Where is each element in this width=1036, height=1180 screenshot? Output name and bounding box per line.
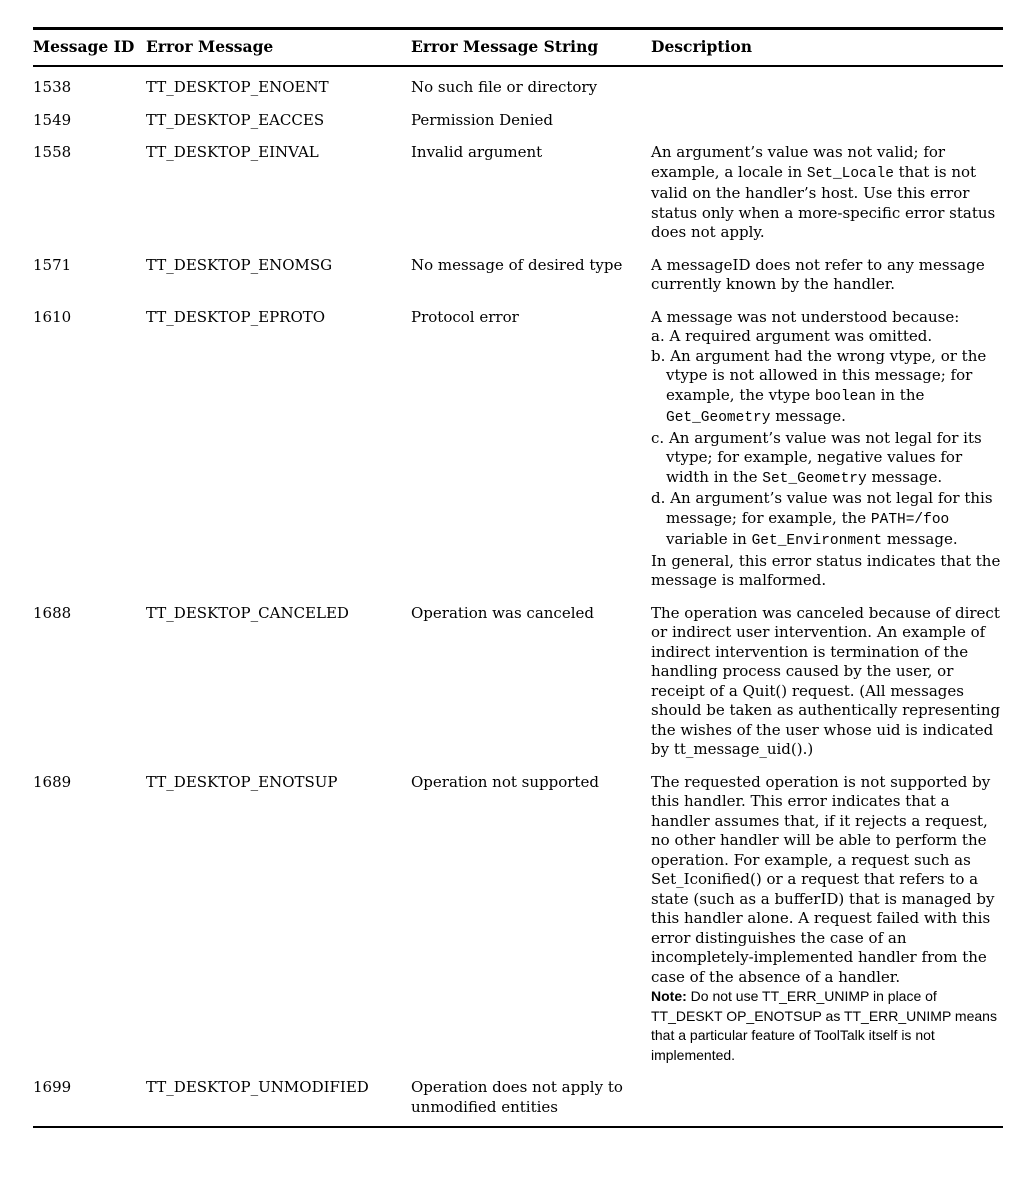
table-header-row — [33, 27, 1003, 67]
cell-error-message-string: Operation does not apply to unmodified entities — [411, 1078, 623, 1116]
cell-description — [651, 111, 1003, 131]
column-header-description: Description — [651, 37, 753, 56]
table-row — [33, 143, 1003, 243]
text-segment: An argument’s value was not valid; for example, a locale in — [651, 143, 946, 181]
cell-message-id: 1689 — [33, 772, 72, 791]
table-row — [33, 604, 1003, 760]
table-row — [33, 111, 1003, 131]
cell-message-id: 1558 — [33, 143, 72, 161]
cell-message-id: 1610 — [33, 307, 72, 326]
cell-description — [651, 256, 1003, 295]
cell-error-message: TT_DESKTOP_EINVAL — [146, 143, 319, 161]
text-segment: in the — [875, 385, 925, 404]
text-segment: Get_Environment — [751, 533, 883, 549]
text-segment: Set_Locale — [806, 165, 894, 182]
column-header-error-message-string: Error Message String — [411, 37, 599, 56]
description-paragraph — [651, 987, 1003, 1065]
description-paragraph — [651, 308, 1003, 328]
list-marker: d. — [651, 489, 671, 507]
list-marker: b. — [651, 346, 671, 365]
cell-message-id: 1571 — [33, 255, 72, 274]
cell-error-message: TT_DESKTOP_EACCES — [146, 110, 325, 129]
text-segment: A messageID does not refer to any message currently known by the handler. — [651, 255, 985, 293]
text-segment: variable in — [666, 530, 752, 548]
cell-error-message-string: Invalid argument — [411, 143, 543, 161]
column-header-message-id: Message ID — [33, 37, 135, 56]
description-list-item — [651, 347, 1003, 429]
description-paragraph — [651, 773, 1003, 988]
cell-error-message-string: Protocol error — [411, 307, 519, 326]
text-segment: An argument had the wrong vtype, or the vtype is not allowed in this message; for example, the vtype — [666, 346, 987, 404]
description-paragraph — [651, 604, 1003, 760]
cell-error-message-string: No message of desired type — [411, 255, 623, 274]
text-segment: message. — [882, 530, 958, 548]
cell-description — [651, 1078, 1003, 1117]
table-body — [33, 67, 1003, 1126]
text-segment: In general, this error status indicates that the message is malformed. — [651, 551, 1001, 589]
text-segment: Set_Geometry — [762, 470, 867, 487]
text-segment: A required argument was omitted. — [669, 327, 933, 345]
cell-error-message: TT_DESKTOP_ENOENT — [146, 78, 329, 96]
table-row — [33, 256, 1003, 295]
text-segment: message. — [866, 467, 943, 486]
table-row — [33, 78, 1003, 98]
description-paragraph — [651, 143, 1003, 243]
cell-description — [651, 604, 1003, 760]
table-row — [33, 773, 1003, 1066]
cell-description — [651, 773, 1003, 1066]
cell-description — [651, 143, 1003, 243]
cell-message-id: 1699 — [33, 1078, 72, 1096]
cell-error-message: TT_DESKTOP_ENOTSUP — [146, 772, 338, 791]
cell-error-message: TT_DESKTOP_EPROTO — [146, 307, 326, 326]
text-segment: An argument’s value was not legal for its vtype; for example, negative values for width in the — [666, 428, 982, 486]
text-segment: The operation was canceled because of direct or indirect user intervention. An example of indirect intervention is termination of the handling process caused by the user, or receipt of a Quit() request. (All messages should be taken as authentically representing the wishes of the user whose uid is indicated by tt_message_uid().) — [651, 603, 1001, 758]
table-row — [33, 308, 1003, 591]
text-segment: Get_Geometry — [666, 410, 771, 426]
cell-message-id: 1688 — [33, 603, 72, 622]
column-header-error-message: Error Message — [146, 37, 274, 56]
text-segment: An argument’s value was not legal for this message; for example, the — [666, 489, 993, 527]
cell-error-message: TT_DESKTOP_ENOMSG — [146, 255, 333, 274]
text-segment: A message was not understood because: — [651, 307, 960, 326]
text-segment: Do not use TT_ERR_UNIMP in place of TT_DESKT OP_ENOTSUP as TT_ERR_UNIMP means that a particular feature of ToolTalk itself is not implemented. — [651, 988, 997, 1063]
table-row — [33, 1078, 1003, 1117]
description-paragraph — [651, 256, 1003, 295]
text-segment: The requested operation is not supported by this handler. This error indicates that a handler assumes that, if it rejects a request, no other handler will be able to perform the operation. For example, a request such as Set_Iconified() or a request that refers to a state (such as a bufferID) that is managed by this handler alone. A request failed with this error distinguishes the case of an incompletely-implemented handler from the case of the absence of a handler. — [651, 772, 995, 986]
cell-description — [651, 308, 1003, 591]
text-segment: Note: — [651, 988, 687, 1004]
cell-description — [651, 78, 1003, 98]
text-segment: that is not valid on the handler’s host. Use this error status only when a more-specific error status does not apply. — [651, 162, 996, 241]
text-segment: message. — [770, 407, 846, 425]
text-segment: PATH=/foo — [870, 511, 950, 528]
cell-error-message-string: Operation not supported — [411, 772, 599, 791]
error-status-table — [33, 27, 1003, 1128]
list-marker: a. — [651, 327, 670, 345]
cell-error-message: TT_DESKTOP_CANCELED — [146, 603, 349, 622]
cell-message-id: 1538 — [33, 78, 72, 96]
description-list-item — [651, 327, 1003, 347]
cell-error-message: TT_DESKTOP_UNMODIFIED — [146, 1078, 369, 1096]
description-list-item — [651, 489, 1003, 552]
list-marker: c. — [651, 428, 669, 447]
cell-error-message-string: No such file or directory — [411, 78, 598, 96]
description-list-item — [651, 429, 1003, 490]
cell-message-id: 1549 — [33, 110, 72, 129]
cell-error-message-string: Permission Denied — [411, 110, 553, 129]
description-paragraph — [651, 552, 1003, 591]
text-segment: boolean — [814, 388, 876, 405]
cell-error-message-string: Operation was canceled — [411, 603, 594, 622]
